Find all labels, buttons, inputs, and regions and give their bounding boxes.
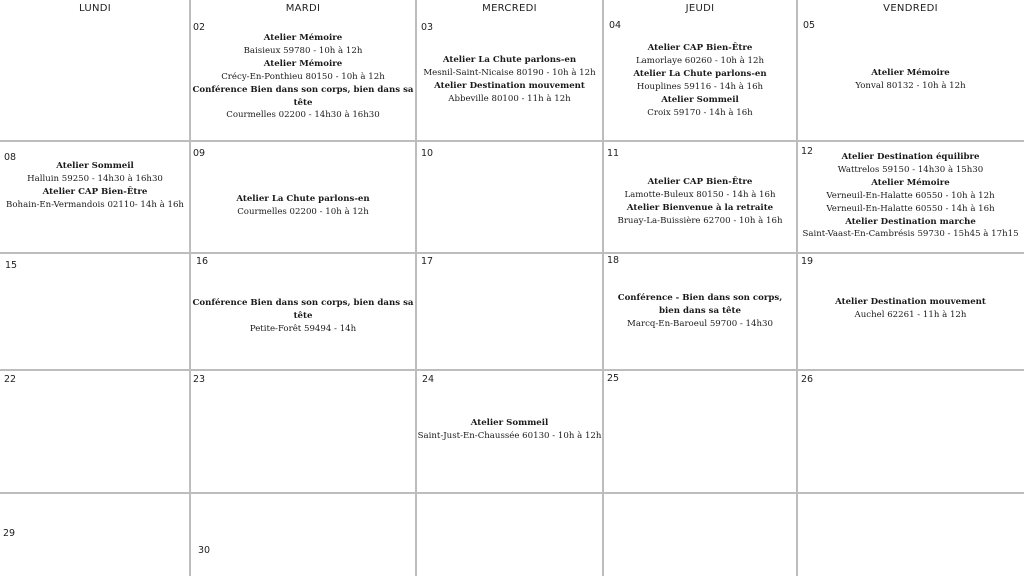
day-cell: [0, 253, 190, 370]
event-list: [416, 54, 603, 106]
event-details: Courmelles 02200 - 10h à 12h: [237, 206, 369, 217]
event-list: [797, 151, 1024, 241]
event-title: Atelier Destination équilibre: [841, 152, 980, 162]
day-number: 25: [607, 373, 620, 384]
event-title: Atelier CAP Bien-Être: [647, 177, 753, 187]
event-title: Atelier Mémoire: [871, 68, 950, 78]
event-details: Baisieux 59780 - 10h à 12h: [243, 45, 363, 56]
event-details: Saint-Vaast-En-Cambrésis 59730 - 15h45 à 17h15: [802, 229, 1019, 240]
event-details: Lamotte-Buleux 80150 - 14h à 16h: [624, 189, 776, 200]
event-details: Abbeville 80100 - 11h à 12h: [448, 93, 571, 104]
event-title: Atelier La Chute parlons-en: [236, 194, 370, 204]
weekday-header: LUNDI: [78, 3, 112, 14]
calendar-event[interactable]: [603, 176, 797, 202]
day-cell: [190, 370, 416, 493]
weekday-header: VENDREDI: [883, 3, 938, 14]
day-number: 10: [421, 148, 434, 159]
event-title: Atelier Mémoire: [871, 177, 950, 188]
event-list: [416, 417, 603, 443]
day-number: 18: [607, 255, 620, 266]
day-number: 09: [193, 148, 206, 159]
day-number: 16: [196, 256, 209, 267]
calendar-event[interactable]: [603, 68, 797, 94]
calendar-event[interactable]: [190, 58, 416, 84]
day-number: 03: [421, 22, 434, 33]
event-title: Atelier Destination marche: [845, 216, 976, 227]
event-title: Atelier Mémoire: [263, 58, 343, 69]
weekday-header: JEUDI: [685, 3, 715, 14]
event-details: Bruay-La-Buissière 62700 - 10h à 16h: [617, 215, 783, 226]
event-list: [0, 160, 190, 212]
day-cell: [603, 493, 797, 576]
event-title: Atelier Sommeil: [661, 94, 739, 105]
calendar-event[interactable]: [797, 151, 1024, 177]
event-title: Atelier CAP Bien-Être: [647, 43, 753, 53]
day-number: 15: [5, 260, 18, 271]
calendar-event[interactable]: [0, 186, 190, 212]
calendar-event[interactable]: [603, 94, 797, 120]
event-list: [797, 296, 1024, 322]
event-details: Courmelles 02200 - 14h30 à 16h30: [226, 110, 380, 121]
day-cell: [416, 141, 603, 253]
day-cell: [0, 370, 190, 493]
event-title: Conférence Bien dans son corps, bien dans sa tête: [192, 84, 414, 108]
calendar-event[interactable]: [0, 160, 190, 186]
event-list: [603, 42, 797, 119]
event-title: Atelier Destination mouvement: [835, 297, 986, 307]
day-cell: [0, 17, 190, 141]
event-details: Verneuil-En-Halatte 60550 - 10h à 12h: [826, 190, 995, 201]
day-cell: [603, 370, 797, 493]
calendar-event[interactable]: [416, 80, 603, 106]
day-number: 23: [193, 374, 206, 385]
day-number: 08: [4, 152, 17, 163]
day-cell: [416, 493, 603, 576]
calendar-event[interactable]: [190, 32, 416, 58]
day-number: 11: [607, 148, 620, 159]
calendar-event[interactable]: [190, 193, 416, 219]
event-details: Wattrelos 59150 - 14h30 à 15h30: [837, 164, 984, 175]
day-number: 12: [801, 146, 814, 157]
day-number: 24: [422, 374, 435, 385]
event-details: Bohain-En-Vermandois 02110- 14h à 16h: [6, 199, 184, 210]
event-details: Croix 59170 - 14h à 16h: [647, 107, 753, 118]
calendar-event[interactable]: [797, 203, 1024, 216]
event-title: Atelier CAP Bien-Être: [42, 186, 148, 197]
calendar-event[interactable]: [416, 54, 603, 80]
event-list: [190, 32, 416, 122]
day-cell: [797, 370, 1024, 493]
event-details: Petite-Forêt 59494 - 14h: [249, 323, 357, 334]
calendar-event[interactable]: [603, 42, 797, 68]
event-details: Houplines 59116 - 14h à 16h: [636, 81, 764, 92]
event-list: [190, 193, 416, 219]
event-list: [797, 67, 1024, 93]
day-number: 29: [3, 528, 16, 539]
event-details: Mesnil-Saint-Nicaise 80190 - 10h à 12h: [423, 67, 596, 78]
calendar-event[interactable]: [416, 417, 603, 443]
calendar-event[interactable]: [190, 84, 416, 123]
day-cell: [190, 493, 416, 576]
calendar-event[interactable]: [603, 202, 797, 228]
event-details: Marcq-En-Baroeul 59700 - 14h30: [627, 318, 773, 329]
calendar-event[interactable]: [190, 297, 416, 336]
event-details: Halluin 59250 - 14h30 à 16h30: [27, 173, 163, 184]
event-list: [603, 292, 797, 331]
event-details: Lamorlaye 60260 - 10h à 12h: [635, 55, 765, 66]
event-title: Conférence - Bien dans son corps, bien dans sa tête: [617, 293, 783, 316]
day-number: 30: [198, 545, 211, 556]
day-number: 02: [193, 22, 206, 33]
calendar-event[interactable]: [797, 67, 1024, 93]
day-number: 19: [801, 256, 814, 267]
event-title: Atelier La Chute parlons-en: [442, 55, 577, 65]
event-title: Atelier Mémoire: [263, 33, 343, 43]
event-title: Atelier La Chute parlons-en: [633, 68, 767, 79]
day-number: 04: [609, 20, 622, 31]
event-title: Atelier Sommeil: [56, 161, 134, 171]
day-number: 05: [803, 20, 816, 31]
day-number: 17: [421, 256, 434, 267]
day-number: 22: [4, 374, 17, 385]
day-number: 26: [801, 374, 814, 385]
event-details: Auchel 62261 - 11h à 12h: [854, 309, 967, 320]
event-details: Saint-Just-En-Chaussée 60130 - 10h à 12h: [417, 430, 602, 441]
weekday-header: MERCREDI: [482, 3, 537, 14]
event-list: [190, 297, 416, 336]
day-cell: [0, 493, 190, 576]
event-title: Atelier Destination mouvement: [434, 80, 585, 91]
event-details: Crécy-En-Ponthieu 80150 - 10h à 12h: [221, 71, 385, 82]
day-cell: [416, 253, 603, 370]
event-title: Atelier Sommeil: [470, 418, 549, 428]
event-details: Verneuil-En-Halatte 60550 - 14h à 16h: [826, 203, 995, 214]
day-cell: [797, 493, 1024, 576]
calendar-event[interactable]: [797, 177, 1024, 203]
weekday-header: MARDI: [285, 3, 321, 14]
event-title: Conférence Bien dans son corps, bien dans sa tête: [192, 298, 414, 321]
calendar-event[interactable]: [797, 296, 1024, 322]
calendar-event[interactable]: [603, 292, 797, 331]
event-title: Atelier Bienvenue à la retraite: [626, 202, 774, 213]
event-details: Yonval 80132 - 10h à 12h: [855, 80, 966, 91]
calendar-event[interactable]: [797, 216, 1024, 242]
event-list: [603, 176, 797, 228]
